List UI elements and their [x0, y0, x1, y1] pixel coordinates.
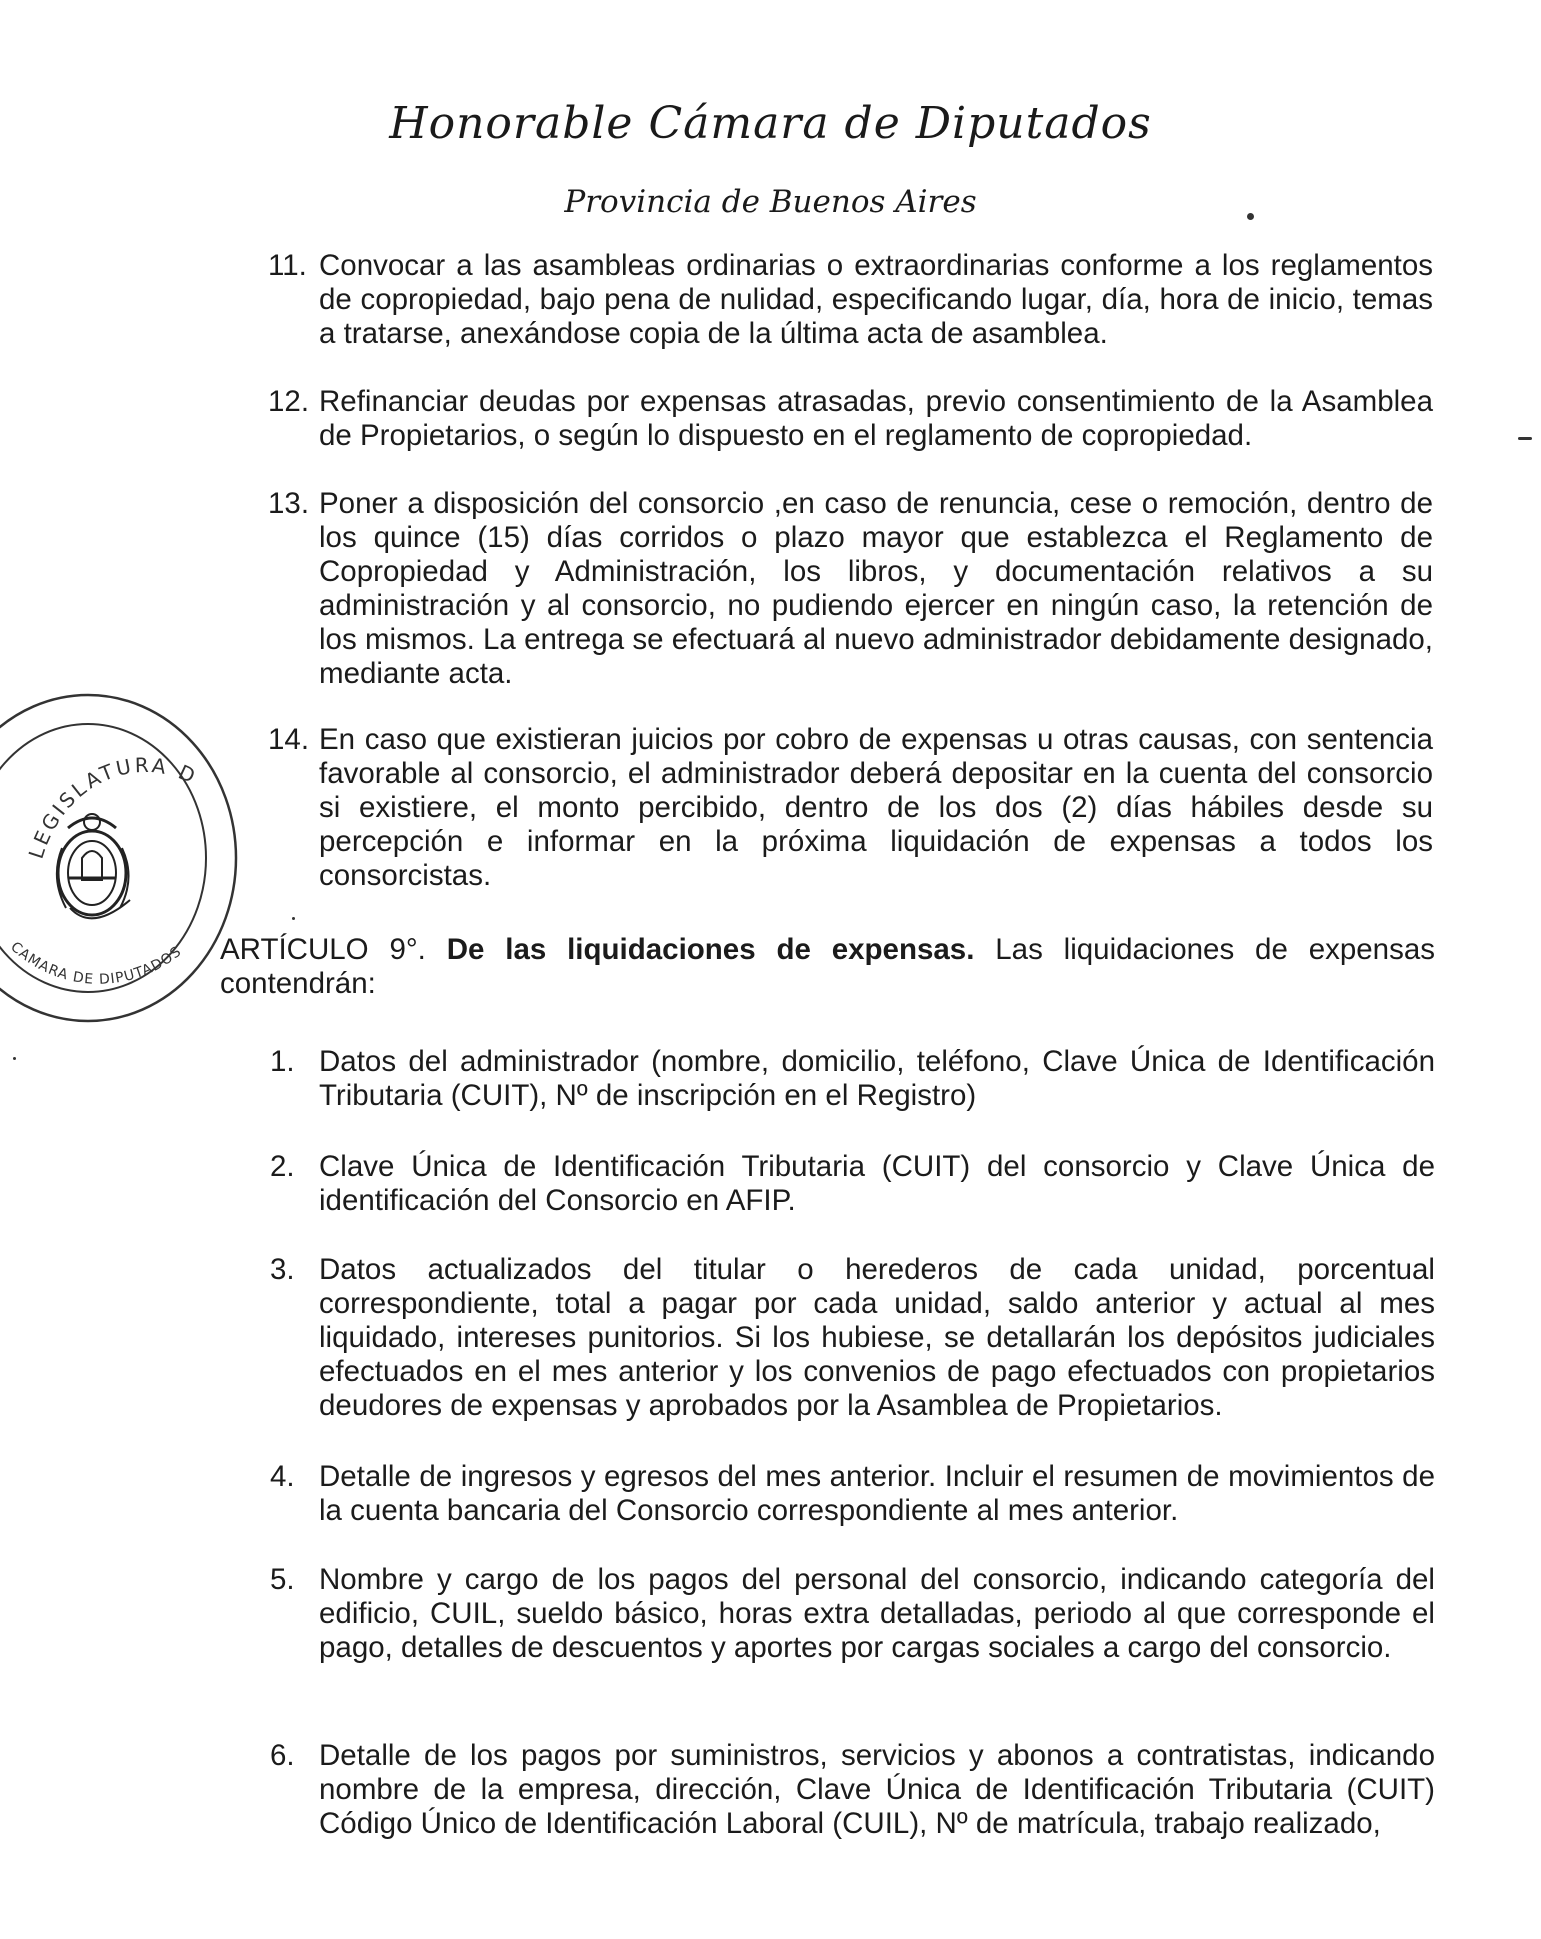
article-9 — [220, 933, 1435, 1001]
scan-speck — [13, 1057, 16, 1060]
list-item — [270, 1563, 1435, 1665]
list-item-number: 12. — [268, 385, 310, 418]
list-item-text: Convocar a las asambleas ordinarias o extraordinarias conforme a los reglamentos de copropiedad, bajo pena de nulidad, especificando lugar, día, hora de inicio, temas a tratarse, anexándose copia de la última acta de asamblea. — [319, 249, 1433, 350]
list-item-number: 13. — [268, 487, 310, 520]
list-item-text: Detalle de ingresos y egresos del mes anterior. Incluir el resumen de movimientos de la cuenta bancaria del Consorcio correspondiente al mes anterior. — [319, 1460, 1435, 1527]
list-item-number: 2. — [270, 1150, 295, 1183]
list-item — [268, 487, 1433, 691]
list-item-text: En caso que existieran juicios por cobro de expensas u otras causas, con sentencia favorable al consorcio, el administrador deberá depositar en la cuenta del consorcio si existiere, el monto percibido, dentro de los dos (2) días hábiles desde su percepción e informar en la próxima liquidación de expensas a todos los consorcistas. — [319, 723, 1433, 892]
article-text: Las liquidaciones de expensas contendrán: — [220, 933, 1435, 1000]
list-item-text: Clave Única de Identificación Tributaria (CUIT) del consorcio y Clave Única de identificación del Consorcio en AFIP. — [319, 1150, 1435, 1217]
list-item — [268, 723, 1433, 893]
list-item — [270, 1045, 1435, 1113]
coat-of-arms-icon — [57, 814, 130, 918]
list-item-number: 11. — [268, 249, 307, 282]
scan-speck — [1247, 213, 1254, 220]
list-item-text: Nombre y cargo de los pagos del personal del consorcio, indicando categoría del edificio, CUIL, sueldo básico, horas extra detalladas, periodo al que corresponde el pago, detalles de descuentos y aportes por cargas sociales a cargo del consorcio. — [319, 1563, 1435, 1664]
letterhead-title: Honorable Cámara de Diputados — [389, 98, 1152, 149]
list-item-number: 3. — [270, 1253, 295, 1286]
official-seal — [0, 668, 240, 1048]
list-item-number: 1. — [270, 1045, 295, 1078]
list-item — [270, 1739, 1435, 1841]
list-item-text: Refinanciar deudas por expensas atrasadas, previo consentimiento de la Asamblea de Propietarios, o según lo dispuesto en el reglamento de copropiedad. — [319, 385, 1433, 452]
seal-top-text: LEGISLATURA D — [23, 752, 202, 862]
article-label: ARTÍCULO 9°. — [220, 933, 426, 966]
list-item-text: Poner a disposición del consorcio ,en caso de renuncia, cese o remoción, dentro de los quince (15) días corridos o plazo mayor que establezca el Reglamento de Copropiedad y Administración, los libros, y documentación relativos a su administración y al consorcio, no pudiendo ejercer en ningún caso, la retención de los mismos. La entrega se efectuará al nuevo administrador debidamente designado, mediante acta. — [319, 487, 1433, 690]
list-item-text: Datos actualizados del titular o herederos de cada unidad, porcentual correspondiente, total a pagar por cada unidad, saldo anterior y actual al mes liquidado, intereses punitorios. Si los hubiese, se detallarán los depósitos judiciales efectuados en el mes anterior y los convenios de pago efectuados con propietarios deudores de expensas y aprobados por la Asamblea de Propietarios. — [319, 1253, 1435, 1422]
list-item — [270, 1253, 1435, 1423]
list-item-number: 14. — [268, 723, 310, 756]
list-item-number: 5. — [270, 1563, 295, 1596]
list-item — [268, 249, 1433, 351]
scan-speck — [292, 917, 295, 920]
list-item-text: Datos del administrador (nombre, domicilio, teléfono, Clave Única de Identificación Tributaria (CUIT), Nº de inscripción en el Registro) — [319, 1045, 1435, 1112]
list-item — [270, 1460, 1435, 1528]
seal-bottom-text: CAMARA DE DIPUTADOS — [7, 938, 185, 988]
list-item-text: Detalle de los pagos por suministros, servicios y abonos a contratistas, indicando nombre de la empresa, dirección, Clave Única de Identificación Tributaria (CUIT) Código Único de Identificación Laboral (CUIL), Nº de matrícula, trabajo realizado, — [319, 1739, 1435, 1840]
list-item-number: 4. — [270, 1460, 295, 1493]
letterhead-subtitle: Provincia de Buenos Aires — [564, 184, 977, 220]
list-item-number: 6. — [270, 1739, 295, 1772]
list-item — [270, 1150, 1435, 1218]
svg-text:CAMARA DE DIPUTADOS — [7, 939, 185, 988]
scan-speck — [1518, 437, 1532, 440]
list-item — [268, 385, 1433, 453]
article-heading: De las liquidaciones de expensas. — [446, 933, 975, 966]
